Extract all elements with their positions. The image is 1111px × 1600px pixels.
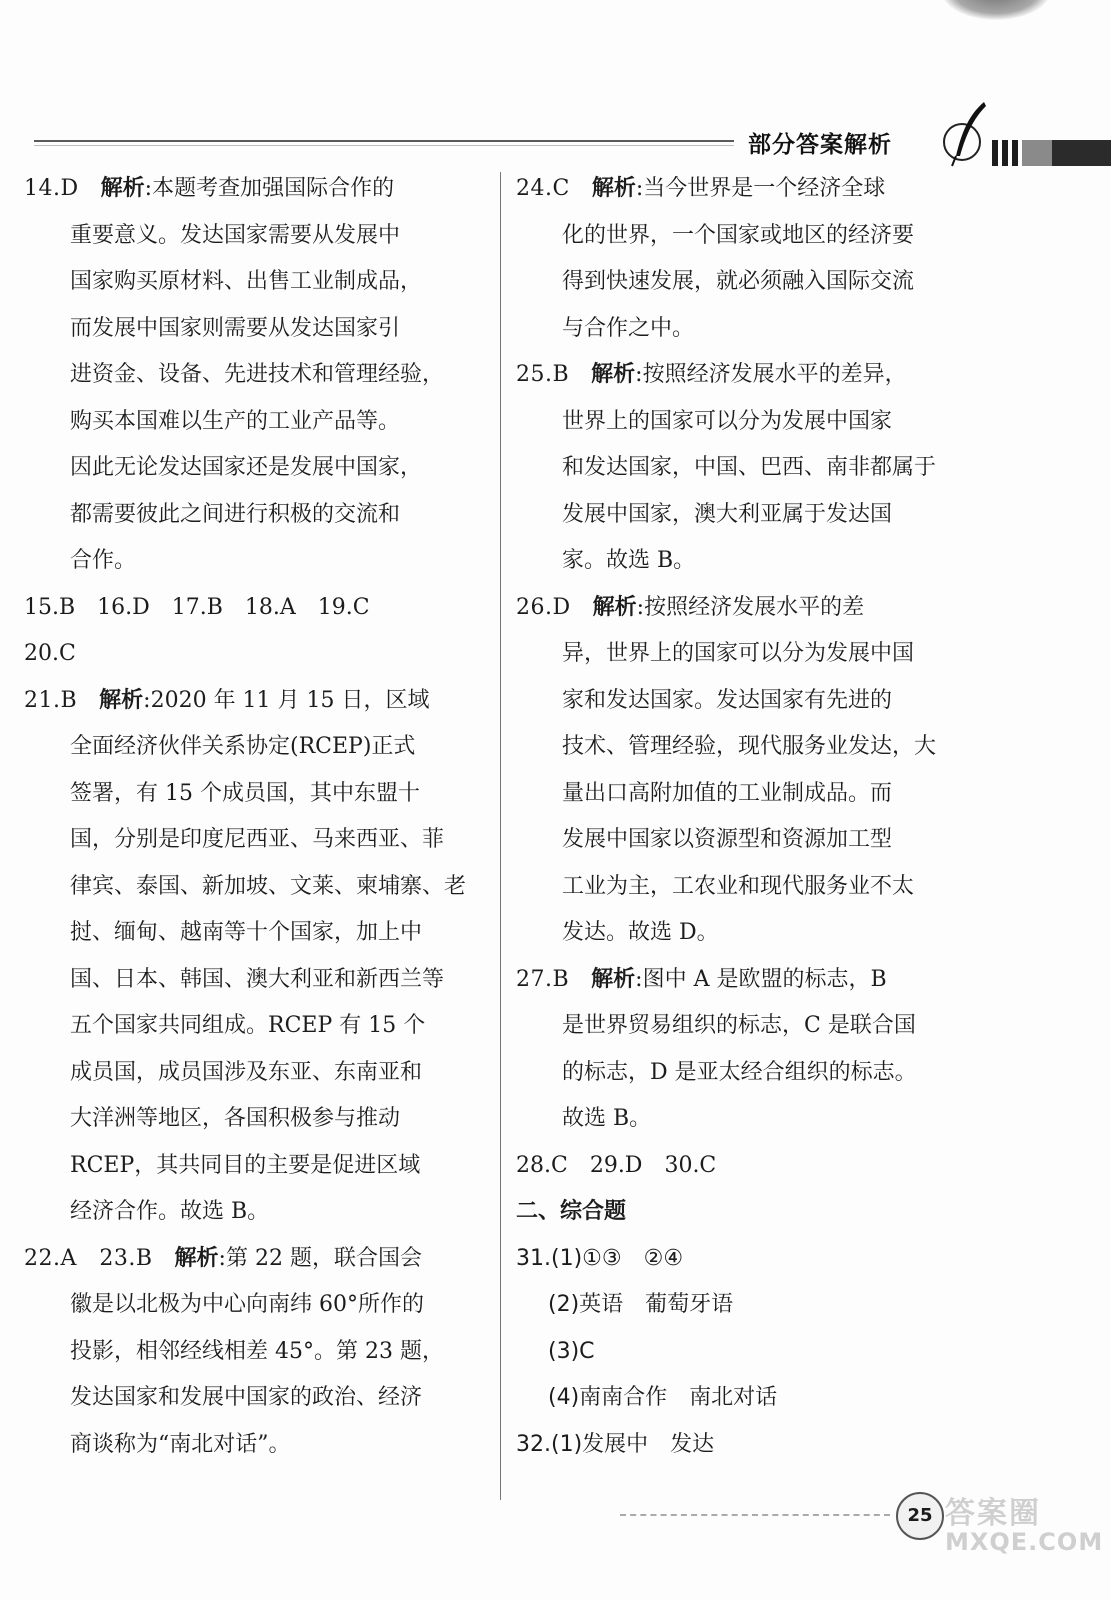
answer-32 <box>516 1422 986 1469</box>
answer-21 <box>24 678 484 1236</box>
answer-number: 27.B <box>516 966 570 992</box>
answers-28-30: 28.C 29.D 30.C <box>516 1152 717 1178</box>
answer-line: 化的世界，一个国家或地区的经济要 <box>562 222 915 248</box>
answer-line: 成员国，成员国涉及东亚、东南亚和 <box>70 1059 423 1085</box>
answer-line: RCEP，其共同目的主要是促进区域 <box>70 1152 421 1178</box>
column-divider <box>500 172 501 1500</box>
answer-text: :当今世界是一个经济全球 <box>635 176 886 201</box>
section-heading: 二、综合题 <box>516 1199 627 1224</box>
answer-number: 21.B <box>24 687 78 713</box>
analysis-label: 解析 <box>591 176 636 201</box>
answer-number: 24.C <box>516 176 570 201</box>
answer-line: 因此无论发达国家还是发展中国家， <box>70 455 423 480</box>
answer-line: 大洋洲等地区，各国积极参与推动 <box>70 1106 401 1131</box>
answer-text: :本题考查加强国际合作的 <box>144 176 395 201</box>
answer-text: :2020 年 11 月 15 日，区域 <box>143 687 430 713</box>
answer-line: 投影，相邻经线相差 45°。第 23 题， <box>70 1338 444 1364</box>
right-column <box>516 166 986 1468</box>
left-column <box>24 166 484 1468</box>
answer-20: 20.C <box>24 641 76 666</box>
answer-first-line <box>24 166 484 213</box>
header-stripe-decoration <box>992 140 1111 166</box>
analysis-label: 解析 <box>592 594 637 620</box>
answer-first-line <box>516 957 986 1004</box>
answer-14 <box>24 166 484 585</box>
answer-27 <box>516 957 986 1143</box>
answer-line: 徽是以北极为中心向南纬 60°所作的 <box>70 1292 424 1317</box>
answer-number: 14.D <box>24 176 79 201</box>
answer-31 <box>516 1236 986 1422</box>
answer-line: 量出口高附加值的工业制成品。而 <box>562 780 893 806</box>
answer-first-line <box>24 1236 484 1283</box>
answer-line: 的标志，D 是亚太经合组织的标志。 <box>562 1059 917 1085</box>
answer-number: 26.D <box>516 594 571 620</box>
answer-line: 工业为主，工农业和现代服务业不太 <box>562 873 915 899</box>
answer-text: :按照经济发展水平的差 <box>636 594 865 620</box>
footer-dashed-rule <box>620 1514 890 1516</box>
answer-first-line <box>24 678 484 725</box>
answer-number: 25.B <box>516 362 570 387</box>
answer-line: 进资金、设备、先进技术和管理经验， <box>70 362 445 387</box>
analysis-label: 解析 <box>100 176 145 201</box>
analysis-label: 解析 <box>591 966 636 992</box>
analysis-label: 解析 <box>174 1245 219 1271</box>
answer-line: 发展中国家，澳大利亚属于发达国 <box>562 501 893 527</box>
answer-line: 经济合作。故选 B。 <box>70 1199 270 1224</box>
answer-25 <box>516 352 986 585</box>
answer-line: 技术、管理经验，现代服务业发达，大 <box>562 734 937 759</box>
corner-decoration <box>941 0 1051 20</box>
answer-line: 商谈称为“南北对话”。 <box>70 1431 291 1457</box>
answer-line: 重要意义。发达国家需要从发展中 <box>70 222 401 248</box>
answer-first-line <box>516 585 986 632</box>
answer-line: 都需要彼此之间进行积极的交流和 <box>70 501 401 527</box>
analysis-label: 解析 <box>99 687 144 713</box>
sub-answer: (4)南南合作 南北对话 <box>548 1385 778 1410</box>
answer-line: 得到快速发展，就必须融入国际交流 <box>562 269 915 294</box>
header-rule <box>34 140 734 142</box>
answer-line: 国家购买原材料、出售工业制成品， <box>70 269 423 294</box>
answer-line: 世界上的国家可以分为发展中国家 <box>562 408 893 434</box>
answer-line: 购买本国难以生产的工业产品等。 <box>70 408 401 434</box>
answer-number: 22.A 23.B <box>24 1245 153 1271</box>
watermark-logo <box>945 1488 1103 1556</box>
answer-text: :第 22 题，联合国会 <box>218 1245 422 1271</box>
answer-line: 发展中国家以资源型和资源加工型 <box>562 827 893 852</box>
answers-15-19: 15.B 16.D 17.B 18.A 19.C <box>24 594 370 620</box>
answer-line: 而发展中国家则需要从发达国家引 <box>70 315 401 341</box>
page-header-title: 部分答案解析 <box>748 132 892 158</box>
analysis-label: 解析 <box>591 362 636 387</box>
answer-line: 发达国家和发展中国家的政治、经济 <box>70 1385 423 1410</box>
answer-line: 挝、缅甸、越南等十个国家，加上中 <box>70 920 423 945</box>
answer-26 <box>516 585 986 957</box>
answer-first-line: 32.(1)发展中 发达 <box>516 1431 715 1457</box>
answer-line: 异，世界上的国家可以分为发展中国 <box>562 641 915 666</box>
answer-line: 国、日本、韩国、澳大利亚和新西兰等 <box>70 966 445 992</box>
answer-line: 故选 B。 <box>562 1106 652 1131</box>
answer-line: 五个国家共同组成。RCEP 有 15 个 <box>70 1013 426 1038</box>
answer-line: 国，分别是印度尼西亚、马来西亚、菲 <box>70 827 445 852</box>
watermark-text: 答案圈 <box>945 1496 1041 1531</box>
answer-22-23 <box>24 1236 484 1469</box>
sub-answer: (3)C <box>548 1338 595 1364</box>
answer-first-line <box>516 166 986 213</box>
answer-line: 和发达国家，中国、巴西、南非都属于 <box>562 455 937 480</box>
answer-line: 与合作之中。 <box>562 315 695 341</box>
answer-line: 发达。故选 D。 <box>562 920 719 945</box>
answer-line: 合作。 <box>70 548 137 573</box>
answer-line: 签署，有 15 个成员国，其中东盟十 <box>70 780 420 806</box>
answer-line: 律宾、泰国、新加坡、文莱、柬埔寨、老 <box>70 873 467 899</box>
quill-pen-icon <box>940 100 990 170</box>
sub-answer: (2)英语 葡萄牙语 <box>548 1292 734 1317</box>
answer-line: 全面经济伙伴关系协定(RCEP)正式 <box>70 734 416 759</box>
answer-line: 家和发达国家。发达国家有先进的 <box>562 687 893 713</box>
answer-first-line <box>516 352 986 399</box>
answer-text: :按照经济发展水平的差异， <box>635 362 907 387</box>
header-rule-thin <box>34 145 734 146</box>
answer-line: 家。故选 B。 <box>562 548 696 573</box>
answer-first-line: 31.(1)①③ ②④ <box>516 1245 684 1271</box>
answer-line: 是世界贸易组织的标志，C 是联合国 <box>562 1013 916 1038</box>
watermark-url: MXQE.COM <box>945 1528 1104 1556</box>
answer-text: :图中 A 是欧盟的标志，B <box>635 966 887 992</box>
answer-24 <box>516 166 986 352</box>
page-number: 25 <box>896 1492 944 1540</box>
